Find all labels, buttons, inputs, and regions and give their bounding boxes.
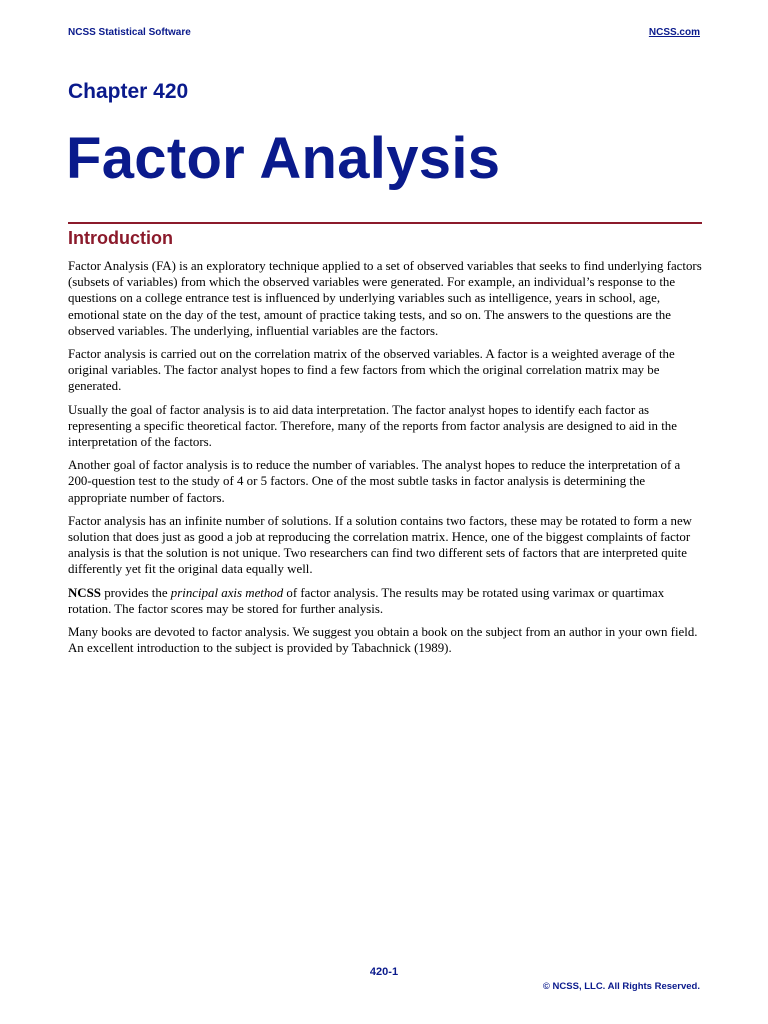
- section-heading: Introduction: [68, 228, 173, 248]
- header-ncss-link[interactable]: NCSS.com: [648, 27, 700, 38]
- ncss-bold: NCSS: [68, 585, 101, 600]
- page-title: Factor Analysis: [66, 126, 501, 191]
- paragraph: [68, 585, 704, 617]
- paragraph: Usually the goal of factor analysis is to aid data interpretation. The factor analyst hopes to identify each factor as representing a specific theoretical factor. Therefore, many of the reports from factor analysis are designed to aid in the interpretation of the factors.: [68, 402, 677, 450]
- copyright-notice: © NCSS, LLC. All Rights Reserved.: [542, 981, 700, 992]
- paragraph: Factor analysis has an infinite number of solutions. If a solution contains two factors, these may be rotated to form a new solution that does just as good a job at reproducing the correlation matrix. Hence, one of the biggest complaints of factor analysis is that the solution is not unique. Two researchers can find two different sets of factors that are interpreted quite differently yet fit the original data equally well.: [68, 513, 692, 577]
- principal-axis-method-italic: principal axis method: [170, 585, 284, 600]
- paragraph: Another goal of factor analysis is to reduce the number of variables. The analyst hopes to reduce the interpretation of a 200-question test to the study of 4 or 5 factors. One of the most subtle tasks in factor analysis is determining the appropriate number of factors.: [68, 458, 681, 505]
- paragraph-text: of factor analysis. The results may be rotated using varimax or quartimax rotation. The factor scores may be stored for further analysis.: [68, 585, 665, 616]
- page-number: 420-1: [369, 966, 399, 978]
- paragraph: Factor Analysis (FA) is an exploratory technique applied to a set of observed variables that seeks to find underlying factors (subsets of variables) from which the observed variables were generated. For example, an individual’s response to the questions on a college entrance test is influenced by underlying variables such as intelligence, years in school, age, emotional state on the day of the test, amount of practice taking tests, and so on. The answers to the questions are the observed variables. The underlying, influential variables are the factors.: [68, 259, 702, 338]
- body-text: [68, 258, 704, 663]
- paragraph: Factor analysis is carried out on the correlation matrix of the observed variables. A factor is a weighted average of the original variables. The factor analyst hopes to find a few factors from which the original correlation matrix may be generated.: [68, 347, 675, 394]
- paragraph: Many books are devoted to factor analysis. We suggest you obtain a book on the subject from an author in your own field. An excellent introduction to the subject is provided by Tabachnick (1989).: [68, 625, 698, 656]
- heading-divider: [68, 222, 702, 224]
- paragraph-text: provides the: [100, 585, 171, 600]
- header-software-name: NCSS Statistical Software: [68, 27, 191, 38]
- chapter-number: Chapter 420: [68, 80, 189, 103]
